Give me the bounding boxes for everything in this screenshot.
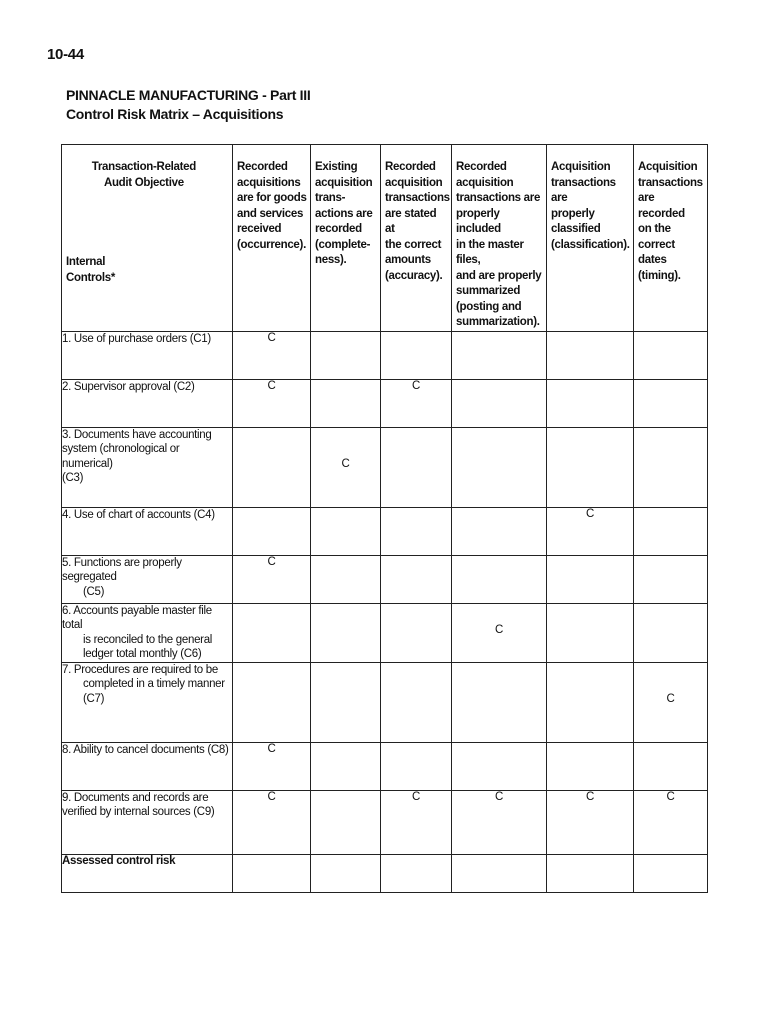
internal-control-label	[62, 427, 233, 507]
objective-text-line: summarized	[456, 285, 521, 297]
objective-text-line: acquisitions	[237, 176, 301, 189]
objective-text-line: and are properly	[456, 269, 542, 282]
assessed-control-risk-label: Assessed control risk	[62, 854, 233, 892]
control-mark-cell	[311, 331, 381, 379]
control-label-line: (C7)	[83, 692, 105, 705]
objective-text-line: Acquisition	[551, 161, 611, 173]
objective-text-line: acquisition	[456, 176, 514, 189]
assessed-control-risk-row	[62, 854, 708, 892]
objective-text-line: transactions	[385, 192, 450, 204]
control-mark-cell	[381, 331, 452, 379]
objective-text-line: acquisition	[385, 176, 443, 189]
control-mark-cell: C	[381, 790, 452, 854]
control-mark-cell	[634, 507, 708, 555]
page-title	[66, 86, 310, 124]
objective-text-line: Existing	[315, 161, 358, 173]
control-mark-cell: C	[233, 331, 311, 379]
control-mark-cell	[311, 603, 381, 662]
controls-header-line: Controls*	[66, 271, 116, 284]
objective-text-line: ness).	[315, 254, 347, 266]
objective-text-line: amounts	[385, 254, 431, 266]
control-mark-cell	[233, 662, 311, 742]
control-mark-cell: C	[233, 379, 311, 427]
control-label-line: (C5)	[83, 585, 105, 598]
controls-header-line: Internal	[66, 256, 106, 268]
objective-text-line: properly	[551, 207, 595, 220]
objective-text-line: summarization).	[456, 316, 540, 328]
objective-text-line: (complete-	[315, 238, 371, 251]
table-row	[62, 331, 708, 379]
internal-control-label	[62, 507, 233, 555]
objective-text-line: in the master files,	[456, 238, 524, 266]
internal-control-label	[62, 662, 233, 742]
control-mark-cell	[452, 507, 547, 555]
table-row	[62, 507, 708, 555]
control-mark-cell	[452, 331, 547, 379]
control-mark-cell	[547, 555, 634, 603]
table-row	[62, 603, 708, 662]
assessed-risk-cell	[311, 854, 381, 892]
objective-text-line: Recorded	[385, 161, 436, 173]
assessed-risk-cell	[634, 854, 708, 892]
control-mark-cell	[452, 379, 547, 427]
objective-text-line: classified	[551, 223, 601, 235]
objective-header-cell	[233, 145, 311, 332]
table-row	[62, 555, 708, 603]
objective-text-line: (accuracy).	[385, 269, 443, 282]
objective-text-line: received	[237, 223, 282, 235]
assessed-risk-cell	[547, 854, 634, 892]
control-mark-cell	[547, 331, 634, 379]
objective-text-line: the correct	[385, 238, 442, 251]
internal-control-label	[62, 331, 233, 379]
table-row	[62, 790, 708, 854]
title-line-1: PINNACLE MANUFACTURING - Part III	[66, 87, 311, 103]
control-mark-cell: C	[547, 790, 634, 854]
objective-text-line: transactions are	[551, 176, 616, 204]
objective-text-line: transactions are	[456, 192, 541, 204]
control-label-line: 2. Supervisor approval (C2)	[62, 380, 195, 393]
control-mark-cell: C	[452, 603, 547, 662]
control-mark-cell	[311, 507, 381, 555]
control-mark-cell	[634, 379, 708, 427]
objective-header-cell	[452, 145, 547, 332]
objective-text-line: trans-	[315, 192, 346, 204]
objective-text-line: on the	[638, 223, 671, 235]
control-mark-cell	[634, 603, 708, 662]
control-mark-cell: C	[311, 427, 381, 507]
objective-text-line: Acquisition	[638, 161, 698, 173]
assessed-risk-cell	[452, 854, 547, 892]
table-row	[62, 379, 708, 427]
objective-text-line: transactions	[638, 176, 703, 189]
objective-text-line: are recorded	[638, 192, 685, 220]
objective-header-cell	[311, 145, 381, 332]
control-mark-cell	[547, 662, 634, 742]
control-label-line: system (chronological or numerical)	[62, 443, 180, 470]
objective-header-line: Audit Objective	[103, 176, 184, 189]
control-mark-cell: C	[233, 790, 311, 854]
objective-text-line: (timing).	[638, 269, 681, 282]
objective-header-cell	[634, 145, 708, 332]
control-mark-cell	[634, 742, 708, 790]
control-mark-cell	[233, 427, 311, 507]
title-line-2: Control Risk Matrix – Acquisitions	[66, 106, 284, 122]
internal-control-label	[62, 379, 233, 427]
control-mark-cell	[381, 555, 452, 603]
objective-header	[92, 160, 196, 191]
control-mark-cell	[381, 507, 452, 555]
objective-text-line: Recorded	[456, 161, 507, 173]
objective-text-line: are stated at	[385, 207, 437, 235]
objective-text-line: Recorded	[237, 161, 288, 173]
objective-text-line: recorded	[315, 223, 362, 235]
control-mark-cell: C	[381, 379, 452, 427]
control-mark-cell: C	[233, 555, 311, 603]
control-label-line: completed in a timely manner	[83, 678, 225, 690]
control-mark-cell	[547, 603, 634, 662]
objective-text-line: properly included	[456, 207, 501, 235]
objective-header-cell	[547, 145, 634, 332]
control-mark-cell: C	[452, 790, 547, 854]
control-mark-cell	[547, 427, 634, 507]
objective-text-line: (occurrence).	[237, 238, 306, 251]
control-mark-cell	[311, 379, 381, 427]
internal-control-label	[62, 603, 233, 662]
objective-text-line: acquisition	[315, 176, 373, 189]
control-mark-cell	[381, 662, 452, 742]
objective-text-line: are for goods	[237, 192, 307, 204]
objective-text-line: correct dates	[638, 238, 675, 266]
table-row	[62, 427, 708, 507]
header-row	[62, 145, 708, 332]
control-mark-cell: C	[233, 742, 311, 790]
control-label-line: 7. Procedures are required to be	[62, 663, 218, 676]
control-risk-matrix	[61, 144, 708, 893]
control-label-line: is reconciled to the general	[83, 633, 213, 646]
controls-header	[66, 255, 115, 286]
control-mark-cell	[547, 742, 634, 790]
control-mark-cell	[311, 742, 381, 790]
control-label-line: ledger total monthly (C6)	[83, 648, 202, 660]
objective-text-line: and services	[237, 207, 304, 220]
internal-control-label	[62, 742, 233, 790]
objective-header-cell	[381, 145, 452, 332]
page-number: 10-44	[47, 46, 84, 63]
control-label-line: 5. Functions are properly segregated	[62, 556, 182, 583]
assessed-risk-cell	[233, 854, 311, 892]
table-row	[62, 662, 708, 742]
internal-control-label	[62, 555, 233, 603]
control-label-line: 6. Accounts payable master file total	[62, 604, 212, 631]
table-row	[62, 742, 708, 790]
objective-text-line: (classification).	[551, 238, 630, 251]
control-mark-cell	[311, 790, 381, 854]
control-mark-cell	[452, 662, 547, 742]
control-mark-cell	[311, 555, 381, 603]
control-mark-cell	[233, 507, 311, 555]
control-mark-cell	[452, 427, 547, 507]
control-label-line: 1. Use of purchase orders (C1)	[62, 332, 211, 345]
control-mark-cell	[634, 427, 708, 507]
objective-text-line: actions are	[315, 207, 373, 220]
control-label-line: (C3)	[62, 472, 84, 484]
corner-header-cell	[62, 145, 233, 332]
control-mark-cell: C	[634, 790, 708, 854]
control-mark-cell	[452, 742, 547, 790]
control-mark-cell	[311, 662, 381, 742]
control-label-line: 4. Use of chart of accounts (C4)	[62, 508, 215, 521]
control-mark-cell	[634, 555, 708, 603]
control-mark-cell	[233, 603, 311, 662]
objective-text-line: (posting and	[456, 300, 522, 313]
control-mark-cell	[547, 379, 634, 427]
control-mark-cell	[452, 555, 547, 603]
control-label-line: 8. Ability to cancel documents (C8)	[62, 743, 229, 756]
assessed-risk-cell	[381, 854, 452, 892]
control-mark-cell: C	[547, 507, 634, 555]
control-mark-cell	[381, 603, 452, 662]
objective-header-line: Transaction-Related	[91, 161, 196, 173]
control-mark-cell	[381, 742, 452, 790]
control-mark-cell	[381, 427, 452, 507]
control-mark-cell: C	[634, 662, 708, 742]
control-label-line: 3. Documents have accounting	[62, 428, 212, 441]
control-mark-cell	[634, 331, 708, 379]
control-label-line: verified by internal sources (C9)	[62, 806, 215, 818]
control-label-line: 9. Documents and records are	[62, 791, 209, 804]
internal-control-label	[62, 790, 233, 854]
